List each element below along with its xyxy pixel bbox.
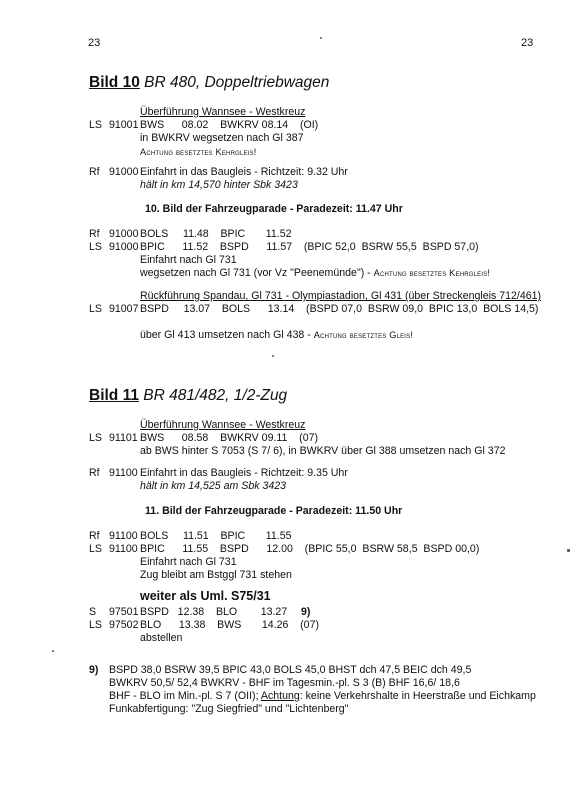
bild10-row4-type: LS: [89, 241, 102, 253]
bild10-row2-num: 91000: [109, 166, 139, 178]
scan-speck: [567, 549, 570, 552]
bild11-heading: [89, 387, 287, 405]
bild10-row4-note2: [140, 267, 490, 280]
page-number-right: 23: [521, 37, 534, 49]
bild11-row6-note: abstellen: [140, 632, 183, 644]
bild10-row3-num: 91000: [109, 228, 139, 240]
bild11-subtitle: BR 481/482, 1/2-Zug: [143, 387, 288, 404]
footnote-line3-rest: : keine Verkehrshalte in Heerstraße und Eichkamp: [299, 690, 536, 702]
bild11-row2-num: 91100: [109, 467, 138, 479]
footnote-line3: [109, 690, 536, 703]
bild11-row1-num: 91101: [109, 432, 138, 444]
bild10-row4-line: BPIC 11.52 BSPD 11.57 (BPIC 52,0 BSRW 55,5 BSPD 57,0): [140, 241, 479, 253]
bild11-row1-line: BWS 08.58 BWKRV 09.11 (07): [140, 432, 319, 444]
scan-speck: [320, 37, 322, 39]
bild10-title: Bild 10: [89, 74, 140, 91]
scan-speck: [272, 355, 274, 357]
footnote-line1: BSPD 38,0 BSRW 39,5 BPIC 43,0 BOLS 45,0 BHST dch 47,5 BEIC dch 49,5: [109, 664, 472, 676]
bild11-transfer-title: Überführung Wannsee - Westkreuz: [140, 419, 306, 431]
bild10-row4-note: Einfahrt nach Gl 731: [140, 254, 237, 266]
bild10-row4-num: 91000: [109, 241, 139, 253]
page-number-left: 23: [88, 37, 101, 49]
bild11-row1-note: ab BWS hinter S 7053 (S 7/ 6), in BWKRV über Gl 388 umsetzen nach Gl 372: [140, 445, 506, 457]
bild11-row4-line: BPIC 11.55 BSPD 12.00 (BPIC 55,0 BSRW 58,5 BSPD 00,0): [140, 543, 480, 555]
bild10-return-title: Rückführung Spandau, Gl 731 - Olympiastadion, Gl 431 (über Streckengleis 712/461): [140, 290, 542, 302]
bild11-row3-type: Rf: [89, 530, 100, 542]
footnote-line2: BWKRV 50,5/ 52,4 BWKRV - BHF im Tagesmin.-pl. S 3 (B) BHF 16,6/ 18,6: [109, 677, 460, 689]
bild10-row3-type: Rf: [89, 228, 100, 240]
bild10-row3-line: BOLS 11.48 BPIC 11.52: [140, 228, 292, 240]
footnote-marker: 9): [89, 664, 99, 676]
bild10-row2-type: Rf: [89, 166, 100, 178]
bild11-row2-note: hält in km 14,525 am Sbk 3423: [140, 480, 287, 492]
bild11-row6-type: LS: [89, 619, 102, 631]
bild11-row4-note: Einfahrt nach Gl 731: [140, 556, 237, 568]
bild11-row2-type: Rf: [89, 467, 100, 479]
bild10-row5-note-text: über Gl 413 umsetzen nach Gl 438 -: [140, 329, 314, 341]
bild11-row5-footnote-ref: 9): [301, 606, 311, 618]
bild10-row5-num: 91007: [109, 303, 139, 315]
bild10-row5-note: [140, 329, 413, 342]
bild10-row1-note: in BWKRV wegsetzen nach Gl 387: [140, 132, 304, 144]
bild10-heading: [89, 74, 329, 92]
bild10-row4-warning: Achtung besetztes Kehrgleis!: [373, 268, 491, 278]
bild11-row3-num: 91100: [109, 530, 138, 542]
bild11-row4-num: 91100: [109, 543, 138, 555]
bild10-row2-line: Einfahrt in das Baugleis - Richtzeit: 9.32 Uhr: [140, 166, 348, 178]
scan-speck: [52, 650, 54, 652]
bild11-row6-num: 97502: [109, 619, 139, 631]
bild11-row2-line: Einfahrt in das Baugleis - Richtzeit: 9.35 Uhr: [140, 467, 348, 479]
bild11-row1-type: LS: [89, 432, 102, 444]
bild11-parade: 11. Bild der Fahrzeugparade - Paradezeit: 11.50 Uhr: [145, 505, 403, 517]
bild10-transfer-title: Überführung Wannsee - Westkreuz: [140, 106, 306, 118]
bild10-subtitle: BR 480, Doppeltriebwagen: [144, 74, 330, 91]
bild10-row5-warning: Achtung besetztes Gleis!: [313, 330, 414, 340]
bild11-row5-type: S: [89, 606, 97, 618]
bild10-row1-warning: Achtung besetztes Kehrgleis!: [140, 147, 257, 157]
bild10-row5-type: LS: [89, 303, 102, 315]
bild10-row1-num: 91001: [109, 119, 139, 131]
footnote-line4: Funkabfertigung: "Zug Siegfried" und "Lichtenberg": [109, 703, 349, 715]
bild11-row5-line: BSPD 12.38 BLO 13.27: [140, 606, 288, 618]
bild11-row3-line: BOLS 11.51 BPIC 11.55: [140, 530, 292, 542]
bild10-row1-line: BWS 08.02 BWKRV 08.14 (OI): [140, 119, 319, 131]
bild10-row1-type: LS: [89, 119, 102, 131]
footnote-line3-text: BHF - BLO im Min.-pl. S 7 (OII);: [109, 690, 261, 702]
footnote-attention: Achtung: [260, 690, 300, 702]
bild11-row5-num: 97501: [109, 606, 139, 618]
bild10-row2-note: hält in km 14,570 hinter Sbk 3423: [140, 179, 298, 191]
bild10-row4-note2-text: wegsetzen nach Gl 731 (vor Vz "Peenemünde") -: [140, 267, 374, 279]
bild11-row6-line: BLO 13.38 BWS 14.26 (07): [140, 619, 319, 631]
bild11-row4-note2: Zug bleibt am Bstggl 731 stehen: [140, 569, 292, 581]
bild10-row5-line: BSPD 13.07 BOLS 13.14 (BSPD 07,0 BSRW 09,0 BPIC 13,0 BOLS 14,5): [140, 303, 539, 315]
bild11-title: Bild 11: [89, 387, 139, 404]
bild11-row4-type: LS: [89, 543, 102, 555]
bild10-parade: 10. Bild der Fahrzeugparade - Paradezeit: 11.47 Uhr: [145, 203, 403, 215]
bild11-continuation: weiter als Uml. S75/31: [140, 589, 271, 603]
